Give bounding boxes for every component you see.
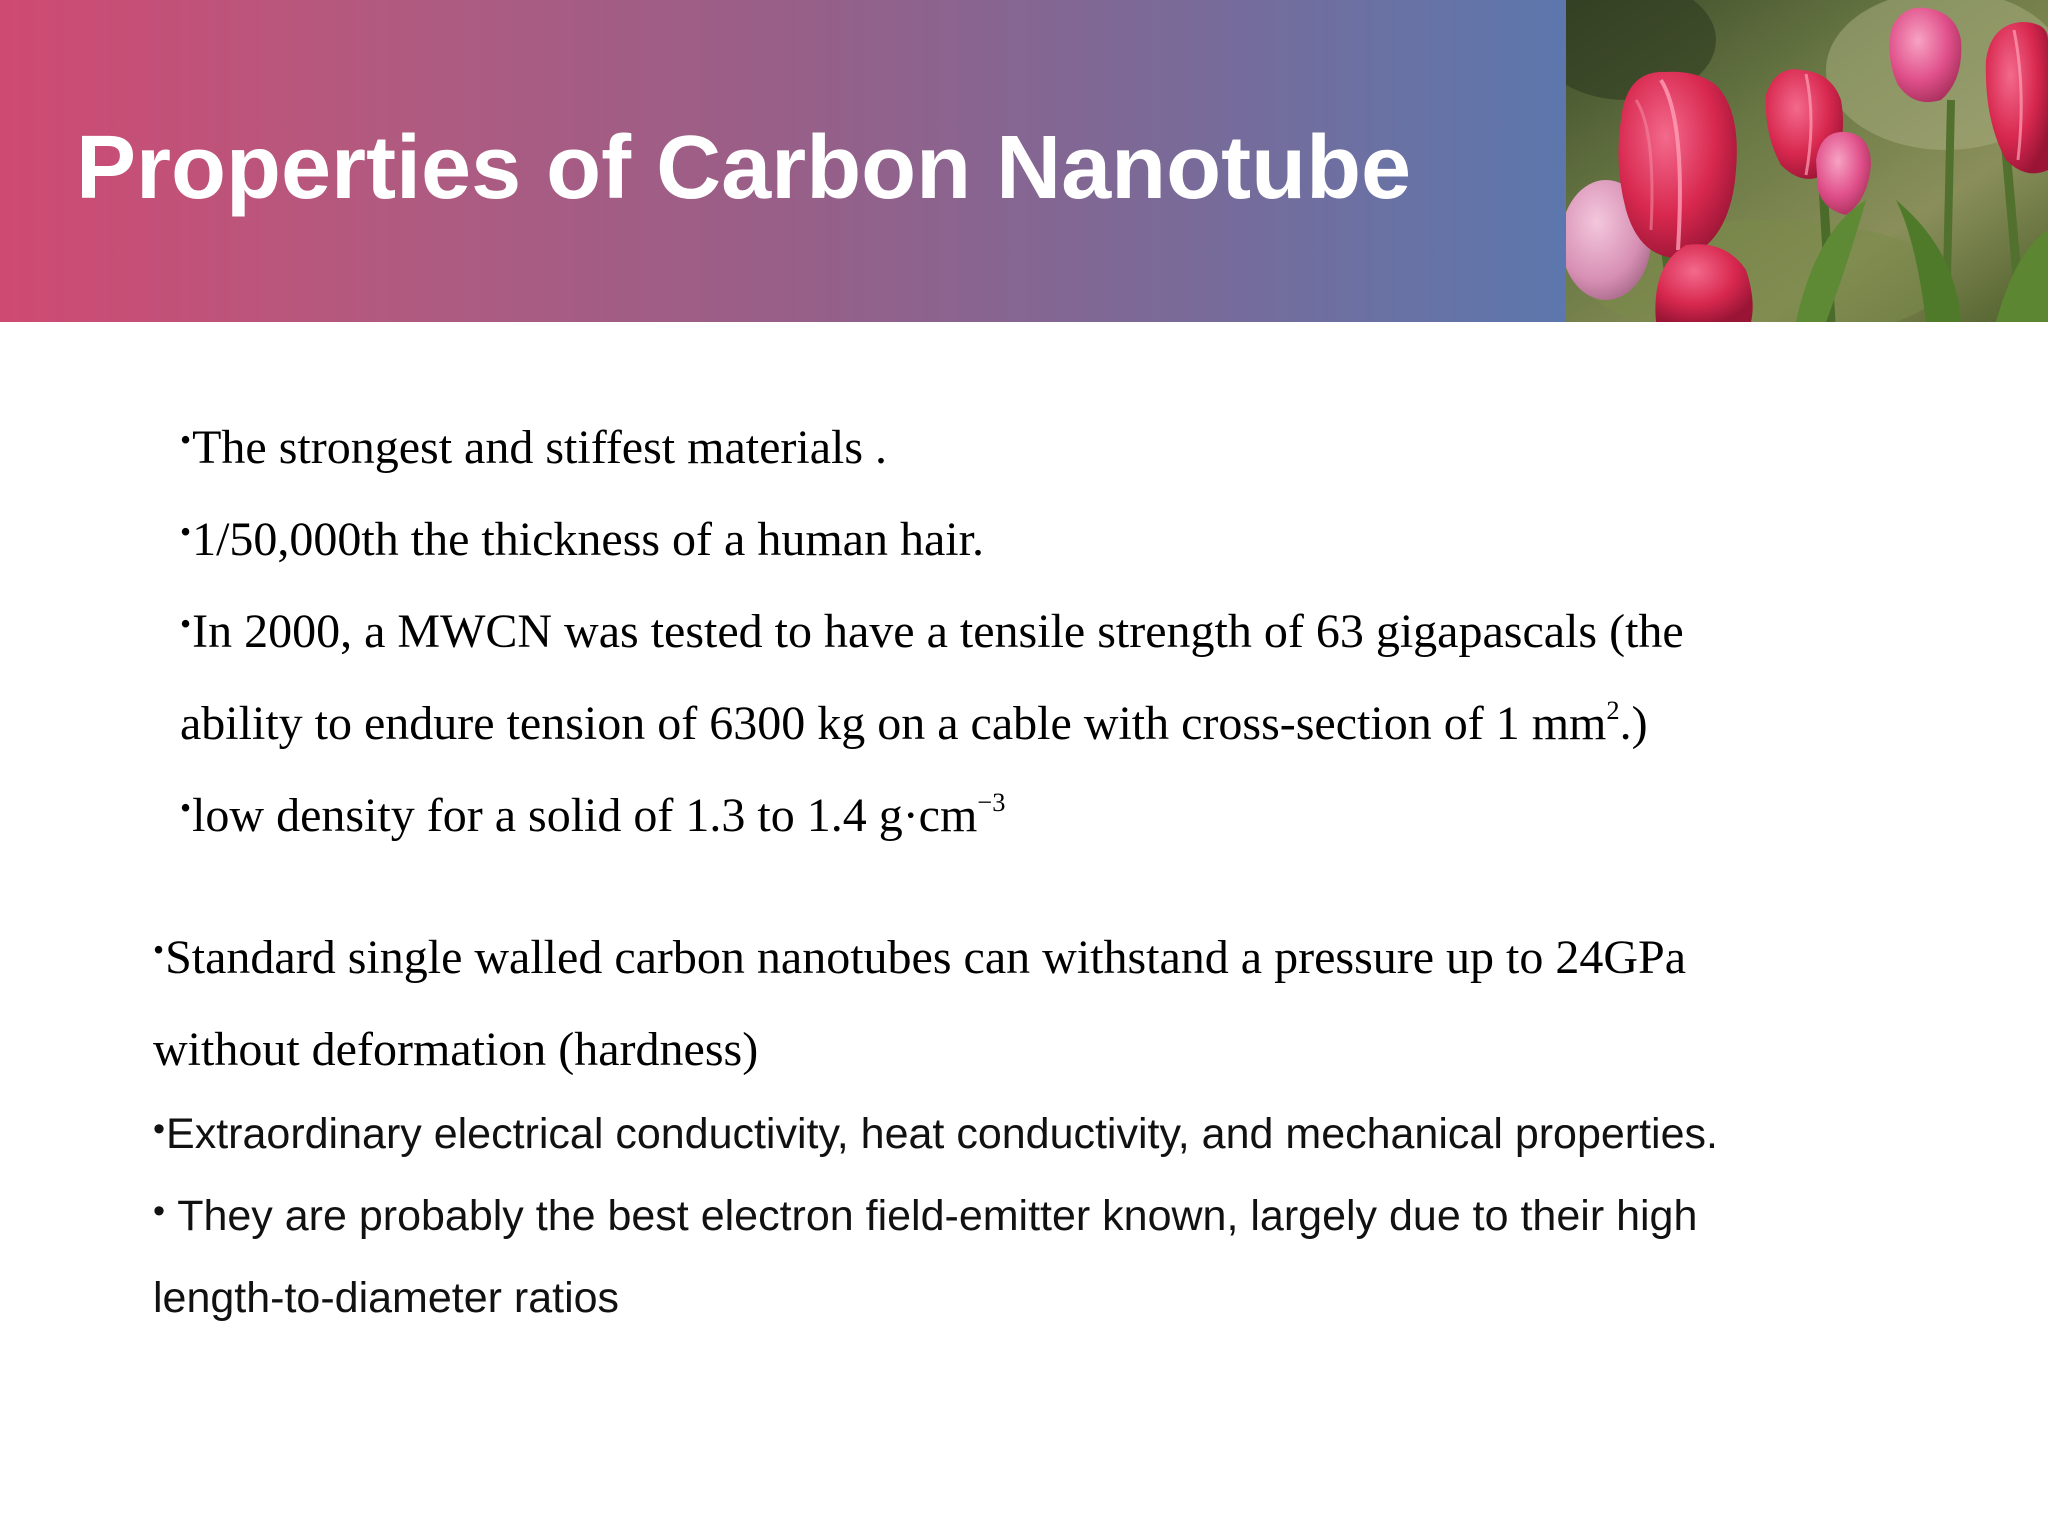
bullet-text: length-to-diameter ratios [153, 1274, 620, 1322]
bullet-text: without deformation (hardness) [153, 1023, 759, 1076]
bullet-icon: • [180, 421, 192, 457]
bullet-icon: • [153, 1110, 166, 1149]
superscript: 2 [1606, 695, 1620, 726]
title-banner [0, 0, 1566, 322]
bullet-icon: • [180, 513, 192, 549]
bullet-icon: • [180, 605, 192, 641]
bullet-density [180, 786, 1005, 851]
bullet-text-tail: .) [1619, 697, 1648, 750]
bullet-pressure-continuation [153, 1020, 758, 1080]
superscript: −3 [977, 787, 1006, 818]
bullet-text: ability to endure tension of 6300 kg on a cable with cross-section of 1 mm [180, 697, 1607, 750]
bullet-text: In 2000, a MWCN was tested to have a tensile strength of 63 gigapascals (the [192, 605, 1684, 658]
bullet-text: Extraordinary electrical conductivity, heat conductivity, and mechanical properties. [166, 1110, 1718, 1158]
bullet-field-emitter [153, 1188, 1697, 1247]
bullet-text: low density for a solid of 1.3 to 1.4 g·cm [192, 789, 978, 842]
bullet-text: 1/50,000th the thickness of a human hair. [192, 513, 984, 566]
bullet-tensile-continuation [180, 694, 1648, 754]
bullet-conductivity [153, 1106, 1718, 1165]
tulip-image [1566, 0, 2048, 322]
bullet-text: Standard single walled carbon nanotubes can withstand a pressure up to 24GPa [165, 931, 1687, 984]
bullet-text: The strongest and stiffest materials . [192, 421, 888, 474]
bullet-icon: • [153, 931, 165, 967]
bullet-pressure [153, 928, 1686, 993]
slide-title: Properties of Carbon Nanotube [76, 118, 1412, 218]
bullet-strongest [180, 418, 887, 483]
bullet-icon: • [180, 789, 192, 825]
bullet-icon: • [153, 1192, 166, 1231]
bullet-text: They are probably the best electron field-emitter known, largely due to their high [166, 1192, 1698, 1240]
bullet-thickness [180, 510, 984, 575]
tulip-photo [1566, 0, 2048, 322]
bullet-tensile-strength [180, 602, 1684, 667]
bullet-field-emitter-continuation [153, 1270, 619, 1326]
